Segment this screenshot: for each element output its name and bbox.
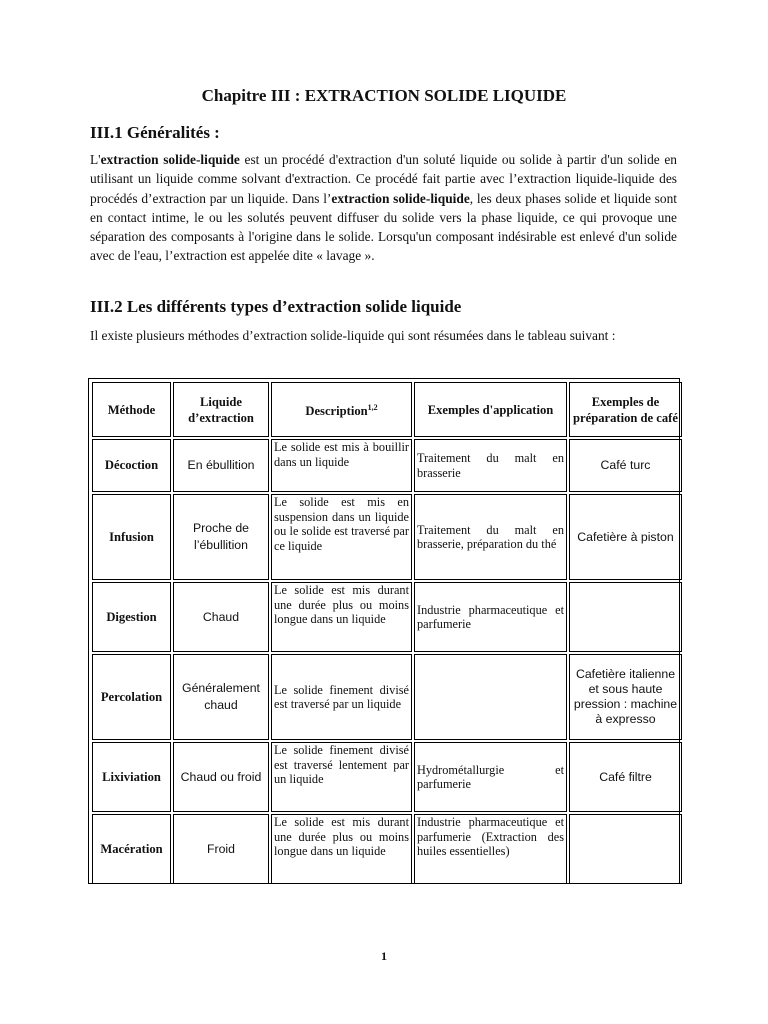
cell-description: Le solide est mis à bouillir dans un liquide (271, 439, 412, 492)
cell-description: Le solide est mis durant une durée plus ou moins longue dans un liquide (271, 582, 412, 652)
table-header-row (92, 382, 682, 437)
section-heading-types: III.2 Les différents types d’extraction solide liquide (90, 297, 462, 316)
bold-term: extraction solide-liquide (100, 152, 240, 167)
table-row (92, 654, 682, 740)
cell-coffee (569, 582, 682, 652)
cell-description: Le solide finement divisé est traversé lentement par un liquide (271, 742, 412, 812)
table-row (92, 582, 682, 652)
header-method: Méthode (92, 382, 171, 437)
cell-application: Hydrométallurgie et parfumerie (414, 742, 567, 812)
cell-coffee: Café filtre (569, 742, 682, 812)
paragraph-text: L' (90, 152, 101, 167)
generalites-paragraph (90, 150, 677, 266)
cell-liquid: En ébullition (173, 439, 269, 492)
bold-term: extraction solide-liquide (331, 190, 470, 206)
cell-application: Industrie pharmaceutique et parfumerie (414, 582, 567, 652)
page-number: 1 (381, 949, 387, 963)
cell-liquid: Chaud (173, 582, 269, 652)
cell-liquid: Froid (173, 814, 269, 884)
section-heading-generalites: III.1 Généralités : (90, 123, 220, 142)
types-paragraph: Il existe plusieurs méthodes d’extraction solide-liquide qui sont résumées dans le tableau suivant : (90, 328, 616, 343)
header-description-footnote: 1,2 (367, 402, 378, 412)
cell-application: Traitement du malt en brasserie (414, 439, 567, 492)
cell-application: Traitement du malt en brasserie, préparation du thé (414, 494, 567, 580)
cell-method: Lixiviation (92, 742, 171, 812)
cell-method: Percolation (92, 654, 171, 740)
paragraph-text: , les deux phases solide et liquide sont en contact intime, le ou les solutés peuvent diffuser du solide vers la phase liquide, ce qui provoque une séparation des composants à l'origine dans le solide. Lorsqu'un composant indésirable est enlevé d'un solide avec de l'eau, l’extraction est appelée dite « lavage ». (90, 190, 677, 264)
cell-liquid: Chaud ou froid (173, 742, 269, 812)
cell-description: Le solide finement divisé est traversé par un liquide (271, 654, 412, 740)
chapter-title: Chapitre III : EXTRACTION SOLIDE LIQUIDE (201, 86, 567, 105)
header-description-label: Description (305, 404, 368, 419)
table-row (92, 494, 682, 580)
header-coffee: Exemples de préparation de café (569, 382, 682, 437)
cell-application (414, 654, 567, 740)
cell-coffee: Café turc (569, 439, 682, 492)
paragraph-text: est un procédé d'extraction d'un soluté liquide ou solide à partir d'un solide en utilisant un liquide comme solvant d'extraction. Ce procédé fait partie avec l’extraction liquide-liquide des procédés d’extraction par un liquide. Dans l’ (90, 152, 677, 206)
cell-method: Digestion (92, 582, 171, 652)
cell-description: Le solide est mis durant une durée plus ou moins longue dans un liquide (271, 814, 412, 884)
table-row (92, 742, 682, 812)
cell-method: Infusion (92, 494, 171, 580)
cell-liquid: Proche de l’ébullition (173, 494, 269, 580)
extraction-methods-table-frame (88, 378, 680, 884)
cell-application: Industrie pharmaceutique et parfumerie (Extraction des huiles essentielles) (414, 814, 567, 884)
header-liquid: Liquide d’extraction (173, 382, 269, 437)
cell-method: Macération (92, 814, 171, 884)
cell-method: Décoction (92, 439, 171, 492)
cell-coffee: Cafetière italienne et sous haute pression : machine à expresso (569, 654, 682, 740)
header-application: Exemples d'application (414, 382, 567, 437)
table-row (92, 439, 682, 492)
cell-description: Le solide est mis en suspension dans un liquide ou le solide est traversé par ce liquide (271, 494, 412, 580)
cell-liquid: Généralement chaud (173, 654, 269, 740)
cell-coffee: Cafetière à piston (569, 494, 682, 580)
extraction-methods-table (90, 380, 684, 886)
table-row (92, 814, 682, 884)
cell-coffee (569, 814, 682, 884)
header-description (271, 382, 412, 437)
